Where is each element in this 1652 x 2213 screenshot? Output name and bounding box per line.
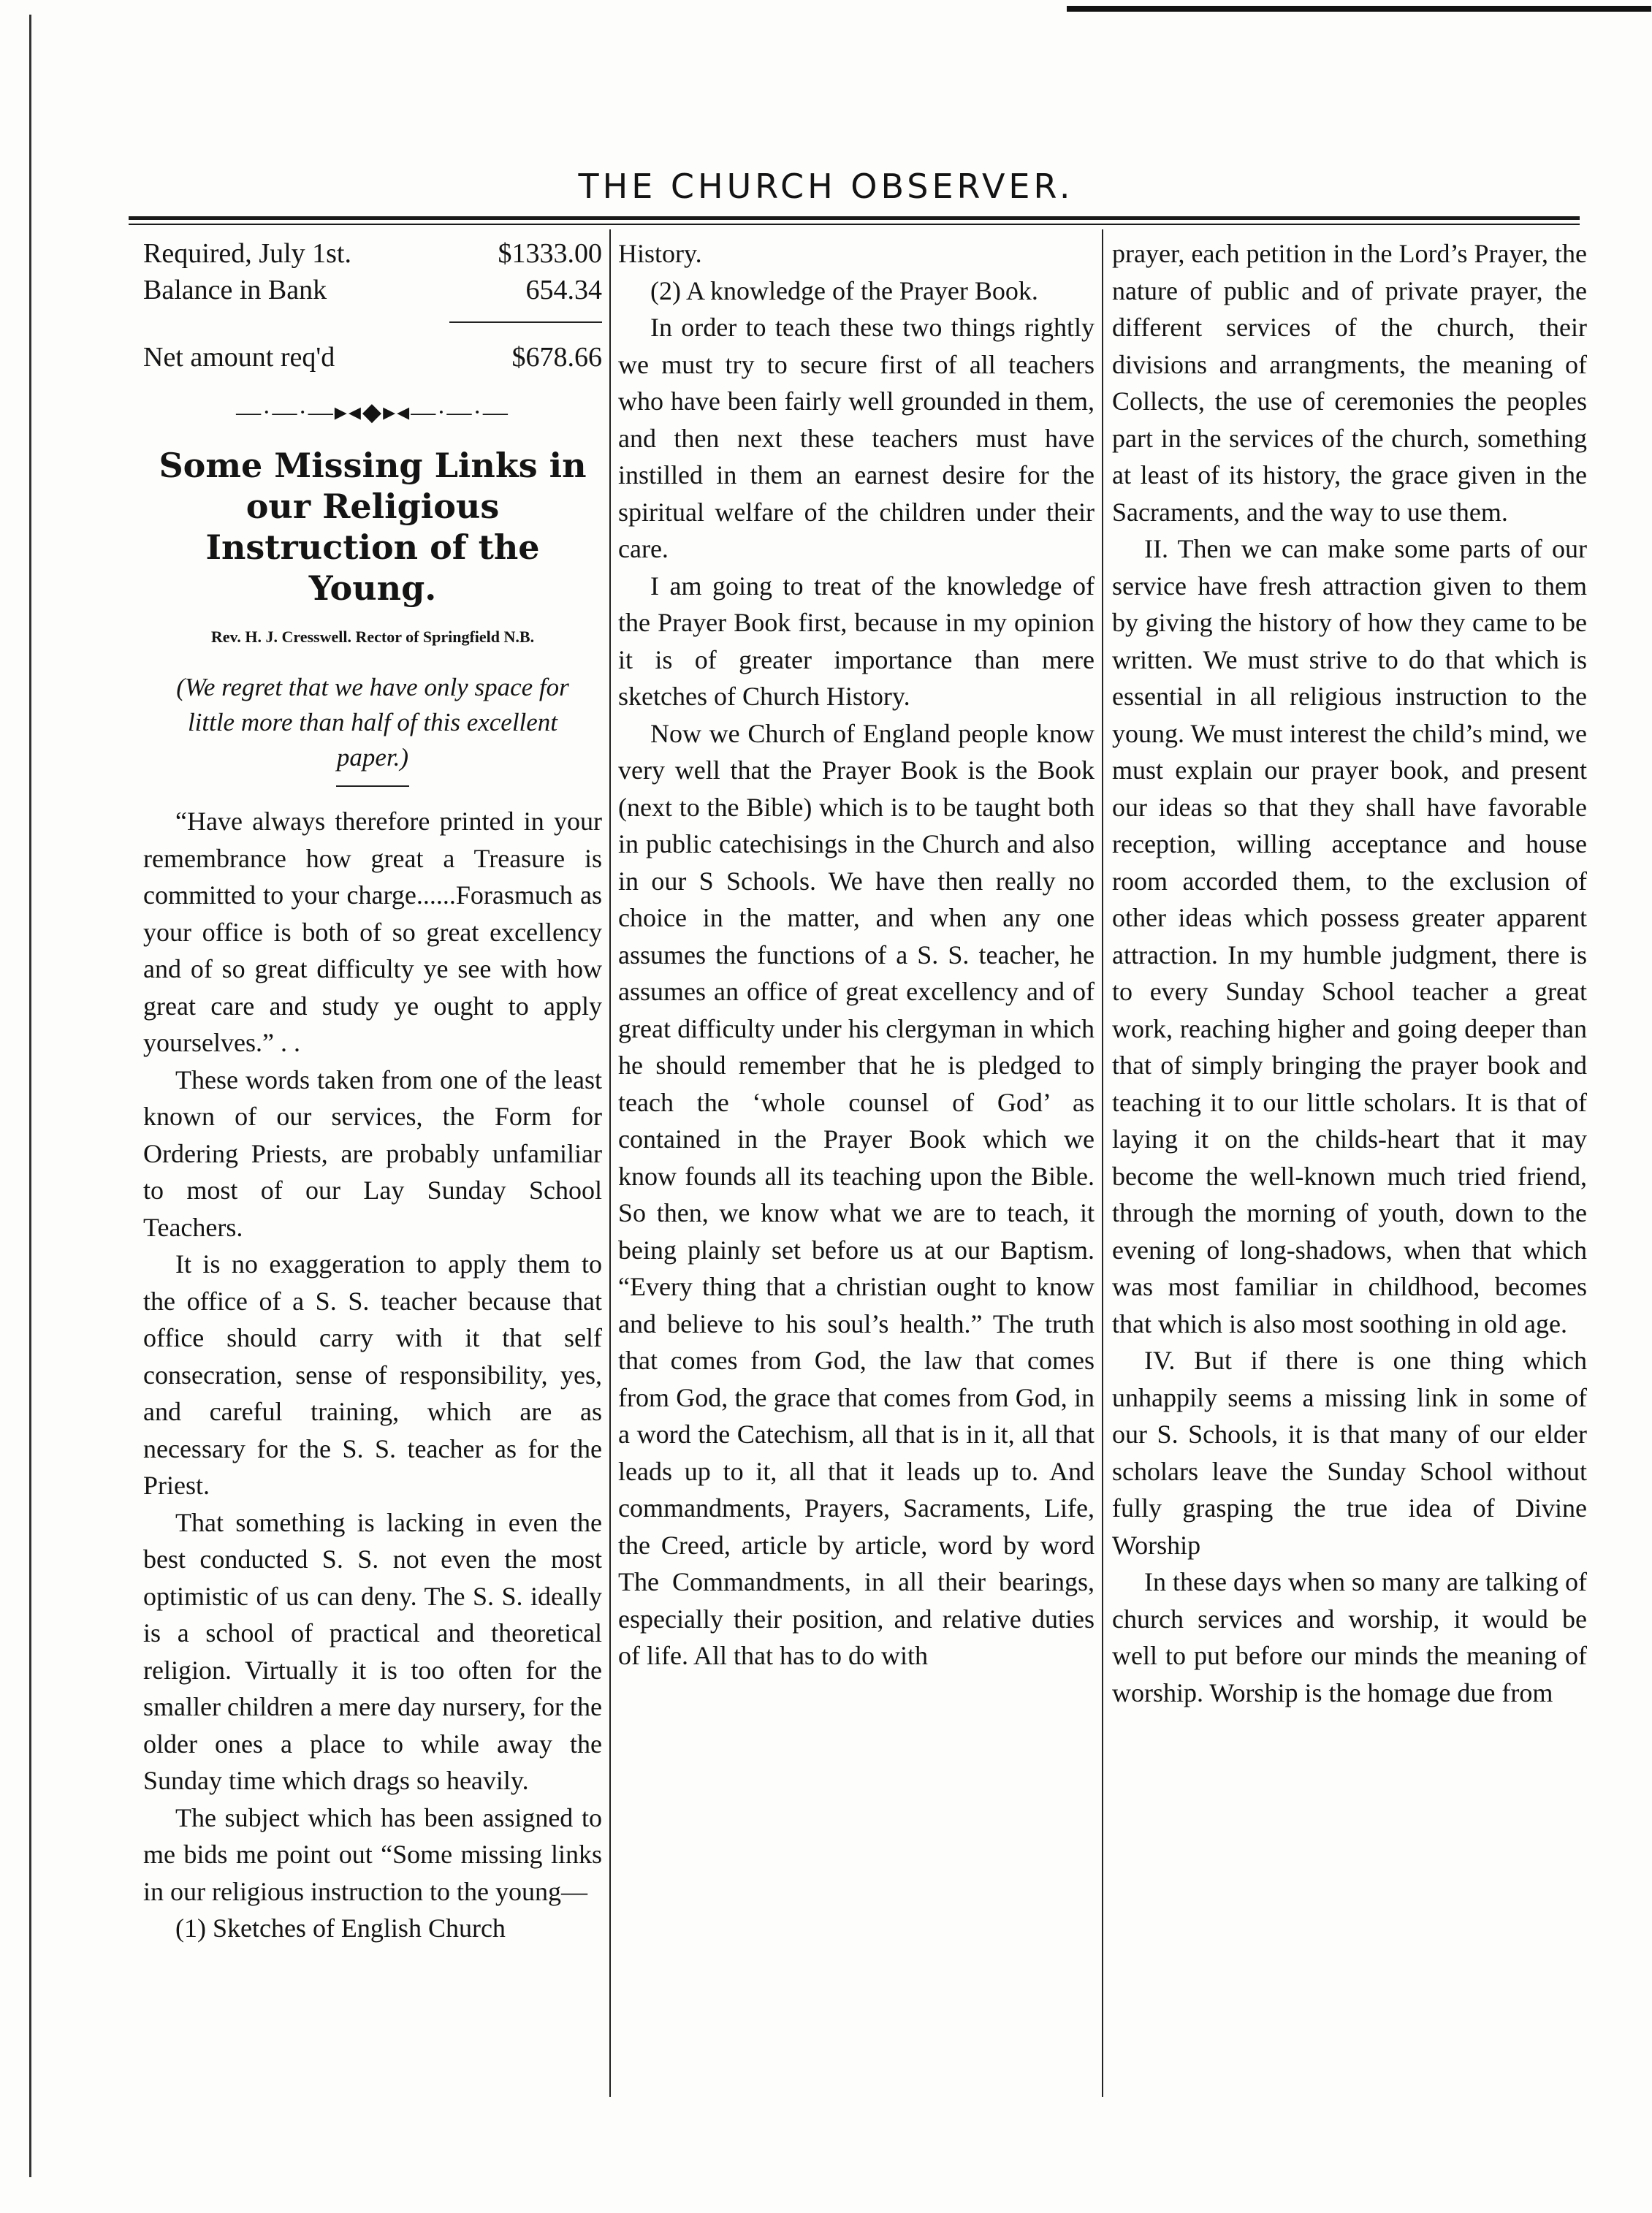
paragraph: That something is lacking in even the best conducted S. S. not even the most optimistic of us can deny. The S. S. ideally is a school of practical and theoretical religion. Virtually it is too often for the smaller children a mere day nursery, for the older ones a place to while away the Sunday time which drags so heavily. [143, 1507, 602, 1795]
paragraph: It is no exaggeration to apply them to the office of a S. S. teacher because that office should carry with it that self consecration, sense of responsibility, yes, and careful training, which are as necessary for the S. S. teacher as for the Priest. [143, 1249, 602, 1500]
column-2 [618, 235, 1095, 1675]
funds-amount: $1333.00 [498, 238, 602, 269]
paragraph: “Have always therefore printed in your remembrance how great a Treasure is committed to your charge......Forasmuch as your office is both of so great excellency and of so great difficulty ye see with how great care and study ye ought to apply yourselves.” . . [143, 807, 602, 1057]
funds-label: Balance in Bank [143, 275, 327, 305]
paragraph: I am going to treat of the knowledge of the Prayer Book first, because in my opinion it is of greater importance than mere sketches of Church History. [618, 571, 1095, 711]
paragraph: prayer, each petition in the Lord’s Prayer, the nature of public and of private prayer, the different services of the church, their divisions and arrangments, the meaning of Collects, the use of ceremonies the peoples part in the services of the church, something at least of its history, the grace given in the Sacraments, and the way to use them. [1112, 239, 1587, 527]
funds-amount: 654.34 [525, 275, 602, 305]
column-3 [1112, 235, 1587, 1711]
section-ornament: —·—·—▸◂◆▸◂—·—·— [236, 399, 509, 426]
masthead-rule [129, 216, 1580, 220]
paragraph: These words taken from one of the least known of our services, the Form for Ordering Priests, are probably unfamiliar to most of our Lay Sunday School Teachers. [143, 1064, 602, 1242]
paragraph: The subject which has been assigned to me bids me point out “Some missing links in our religious instruction to the young— [143, 1802, 602, 1906]
paragraph: History. [618, 239, 702, 268]
funds-label: Required, July 1st. [143, 238, 351, 269]
funds-row [143, 322, 602, 376]
masthead-rule-thin [129, 224, 1580, 225]
funds-table [143, 235, 602, 376]
paragraph: Now we Church of England people know very well that the Prayer Book is the Book (next to the Bible) which is to be taught both in public catechisings in the Church and also in our S Schools. We have then really no choice in the matter, and when any one assumes the functions of a S. S. teacher, he assumes an office of great excellency and of great difficulty under his clergyman in which he should remember that he is pledged to teach the ‘whole counsel of God’ as contained in the Prayer Book which we know founds all its teaching upon the Bible. So then, we know what we are to teach, it being plainly set before us at our Baptism. “Every thing that a christian ought to know and believe to his soul’s health.” The truth that comes from God, the law that comes from God, the grace that comes from God, in a word the Catechism, all that is in it, all that leads up to it, all that it leads up to. And commandments, Prayers, Sacraments, Life, the Creed, article by article, word by word The Commandments, in all their bearings, especially their position, and relative duties of life. All that has to do with [618, 718, 1095, 1670]
short-rule [336, 785, 409, 787]
masthead: THE CHURCH OBSERVER. [578, 167, 1074, 206]
funds-label: Net amount req'd [143, 341, 335, 373]
paragraph: IV. But if there is one thing which unhappily seems a missing link in some of our S. Schools, it is that many of our elder scholars leave the Sunday School without fully grasping the true idea of Divine Worship [1112, 1346, 1587, 1560]
article-title: Some Missing Links in our Religious Instruction of the Young. [159, 445, 587, 608]
paragraph: (1) Sketches of English Church [175, 1913, 506, 1943]
paragraph: In these days when so many are talking of church services and worship, it would be well to put before our minds the meaning of worship. Worship is the homage due from [1112, 1567, 1587, 1707]
paragraph: In order to teach these two things rightly we must try to secure first of all teachers who have been fairly well grounded in them, and then next these teachers must have instilled in them an earnest desire for the spiritual welfare of the children under their care. [618, 313, 1095, 563]
paragraph: (2) A knowledge of the Prayer Book. [650, 275, 1038, 305]
column-1 [143, 235, 602, 1947]
funds-sum-rule [143, 308, 602, 322]
margin-rule [29, 15, 31, 2177]
funds-row [143, 272, 602, 308]
funds-row [143, 235, 602, 272]
column-divider [1102, 229, 1103, 2097]
editor-note: (We regret that we have only space for little more than half of this excellent paper.) [176, 673, 569, 772]
funds-amount: $678.66 [511, 342, 602, 373]
top-edge-bar [1067, 6, 1651, 12]
column-divider [609, 229, 611, 2097]
article-byline: Rev. H. J. Cresswell. Rector of Springfield N.B. [210, 627, 535, 646]
paragraph: II. Then we can make some parts of our service have fresh attraction given to them by giving the history of how they came to be written. We must strive to do that which is essential in all religious instruction to the young. We must interest the child’s mind, we must explain our prayer book, and present our ideas so that they shall have favorable reception, willing acceptance and house room accorded them, to the exclusion of other ideas which possess greater apparent attraction. In my humble judgment, there is to every Sunday School teacher a great work, reaching higher and going deeper than that of simply bringing the prayer book and teaching it to our little scholars. It is that of laying it on the childs-heart that it may become the well-known much tried friend, through the morning of youth, down to the evening of long-shadows, when that which was most familiar in childhood, becomes that which is also most soothing in old age. [1112, 534, 1587, 1338]
